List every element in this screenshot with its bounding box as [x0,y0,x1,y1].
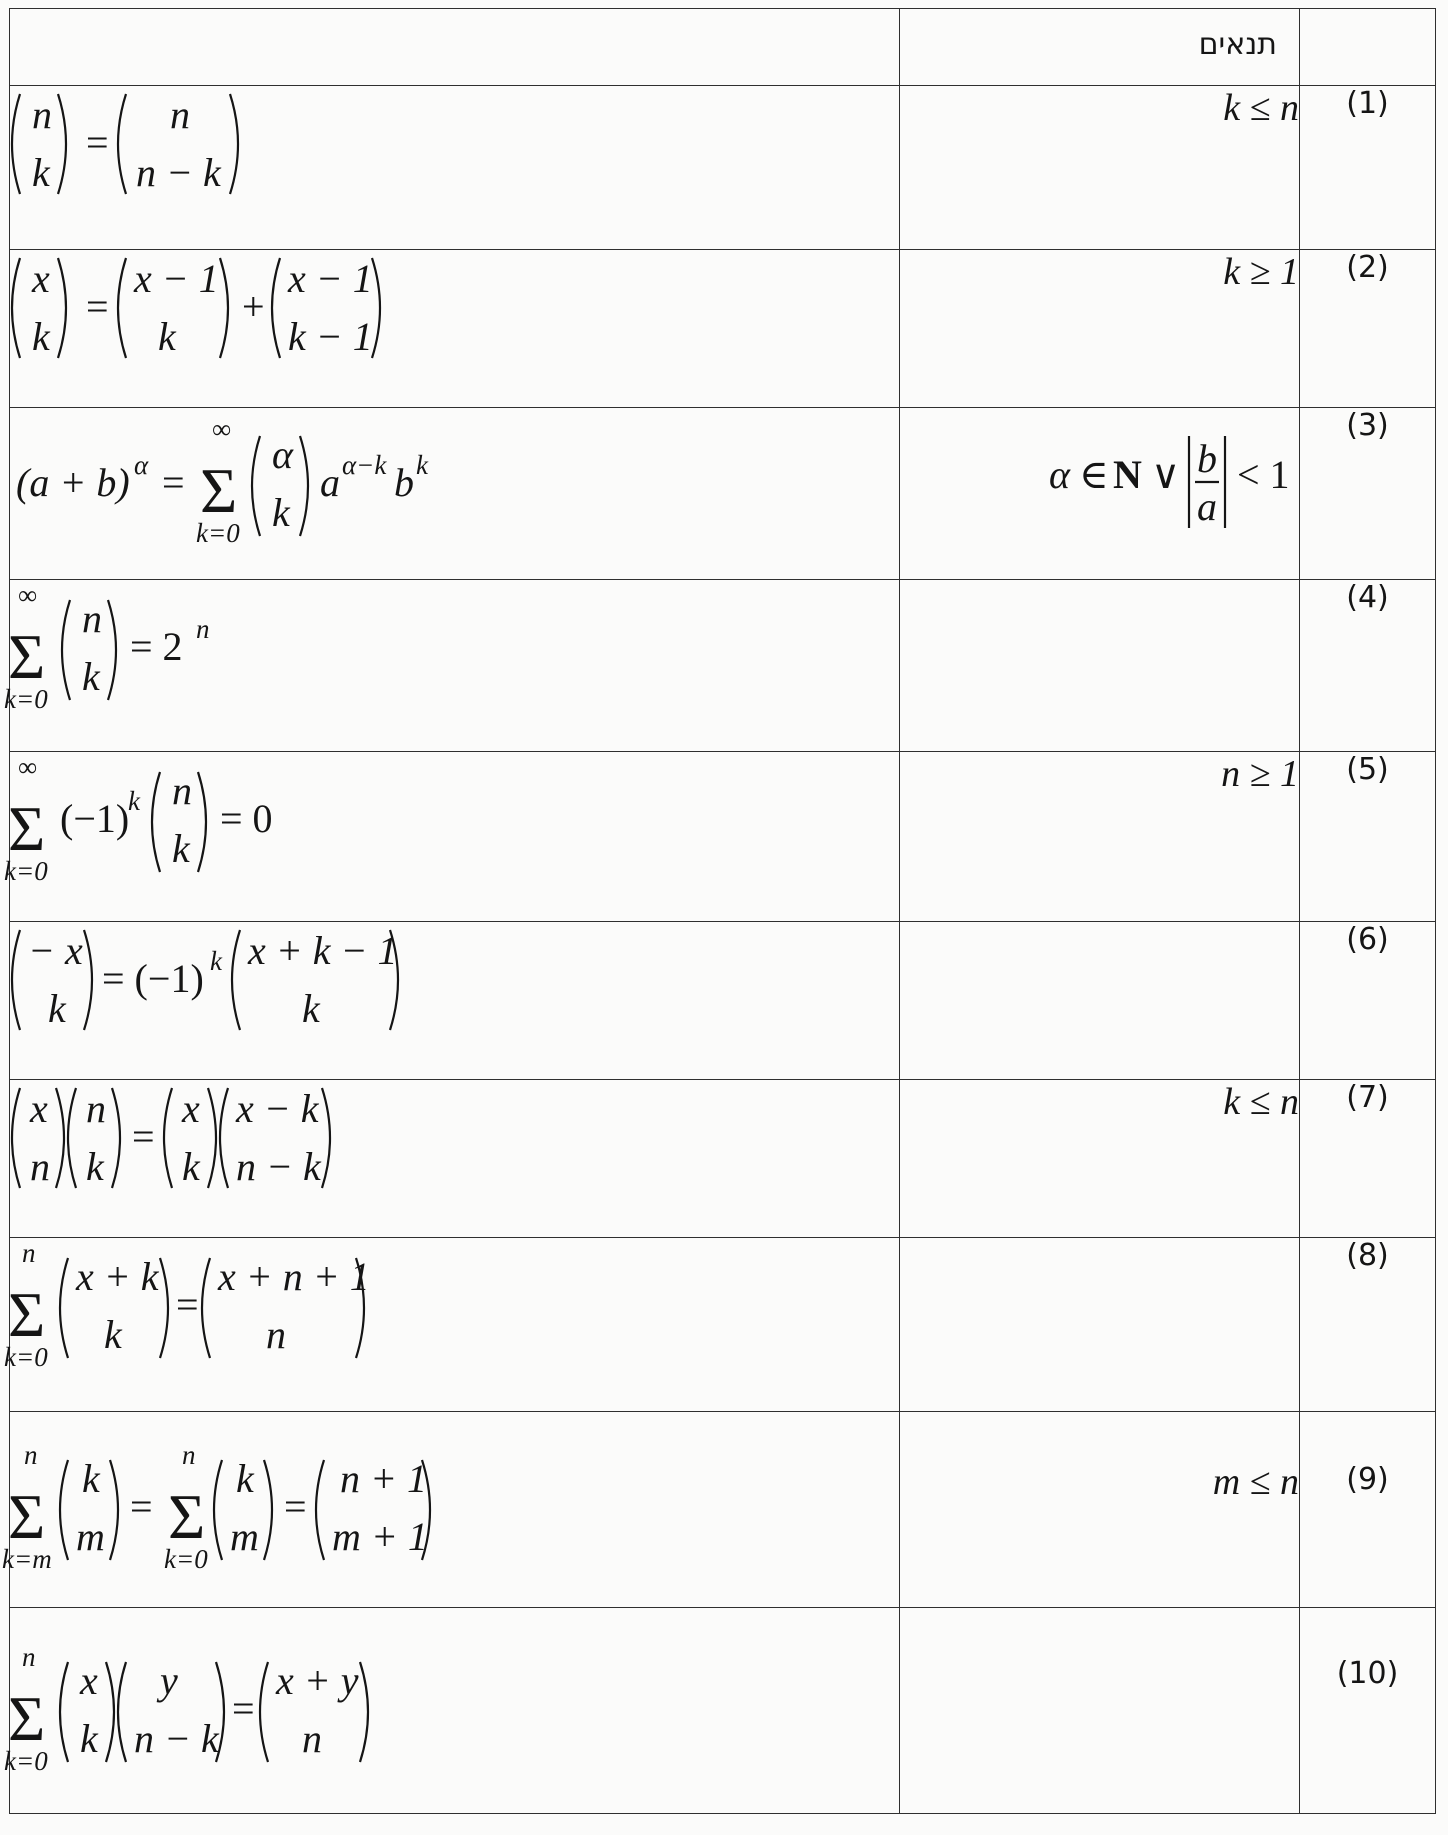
svg-text:k: k [86,1144,104,1189]
condition-text: k ≤ n [1223,1081,1299,1123]
svg-text:y: y [160,1658,178,1703]
svg-text:α: α [1049,452,1070,497]
formula-cell [2,1412,900,1608]
svg-text:k: k [48,986,66,1031]
svg-text:=: = [162,460,185,505]
svg-text:k: k [302,986,320,1031]
formula-cell [4,580,900,752]
condition-cell [900,922,1300,1080]
svg-text:k=0: k=0 [4,856,48,886]
formula-header-cell [10,9,900,86]
svg-text:∞: ∞ [18,752,38,782]
conditions-header: תנאים [900,9,1300,86]
svg-text:Σ: Σ [8,1683,46,1754]
svg-text:k − 1: k − 1 [288,314,373,359]
svg-text:x + k − 1: x + k − 1 [248,928,398,973]
svg-text:b: b [1197,436,1217,481]
svg-text:α: α [134,450,149,480]
svg-text:α−k: α−k [342,450,387,480]
svg-text:=: = [132,1114,155,1159]
svg-text:(−1): (−1) [60,796,130,841]
condition-cell [900,408,1300,580]
table-row [10,86,1436,250]
svg-text:k: k [272,490,290,535]
svg-text:Σ: Σ [200,455,238,526]
table-row [10,250,1436,408]
formula-cell [10,1080,900,1238]
condition-cell [900,580,1300,752]
svg-text:n − k: n − k [236,1144,321,1189]
svg-text:n: n [172,768,192,813]
table-row [10,1238,1436,1412]
identity-number: (8) [1300,1238,1436,1412]
identity-number: (1) [1300,86,1436,250]
svg-text:a: a [320,460,340,505]
svg-text:k=0: k=0 [4,1342,48,1372]
identity-number: (4) [1300,580,1436,752]
table-row [10,580,1436,752]
svg-text:x: x [182,1086,200,1131]
svg-text:+: + [242,284,265,329]
svg-text:=: = [130,1484,153,1529]
svg-text:x − 1: x − 1 [134,256,219,301]
svg-text:x + n + 1: x + n + 1 [218,1254,370,1299]
condition-text: n ≥ 1 [1221,753,1299,795]
number-header-cell [1300,9,1436,86]
table-row [10,752,1436,922]
svg-text:k: k [172,826,190,871]
condition-cell [900,752,1300,922]
svg-text:m + 1: m + 1 [332,1514,428,1559]
svg-text:k=0: k=0 [164,1544,208,1574]
svg-text:Σ: Σ [8,621,46,692]
condition-formula [1039,416,1299,536]
svg-text:k: k [416,450,428,480]
svg-text:= (−1): = (−1) [102,956,204,1001]
table-row [10,408,1436,580]
svg-text:k: k [32,150,50,195]
svg-text:n − k: n − k [136,150,221,195]
svg-text:n: n [266,1312,286,1357]
formula-cell [4,1608,900,1814]
svg-text:k=0: k=0 [196,518,240,548]
svg-text:x + y: x + y [276,1658,359,1703]
condition-cell [900,1238,1300,1412]
identity-formula [4,580,340,720]
formula-cell [10,408,900,580]
svg-text:x: x [32,256,50,301]
identity-formula [4,1642,450,1782]
svg-text:k: k [236,1456,254,1501]
svg-text:n: n [30,1144,50,1189]
condition-cell [900,1412,1300,1608]
identity-number: (3) [1300,408,1436,580]
svg-text:− x: − x [28,928,83,973]
svg-text:n: n [182,1440,196,1470]
condition-cell [900,250,1300,408]
identity-number: (5) [1300,752,1436,922]
svg-text:k: k [182,1144,200,1189]
formula-cell [4,752,900,922]
svg-text:=: = [86,120,109,165]
svg-text:k: k [128,786,140,816]
identity-formula [4,752,340,892]
svg-text:k=0: k=0 [4,684,48,714]
svg-text:m: m [230,1514,259,1559]
formula-cell [10,250,900,408]
svg-text:k: k [104,1312,122,1357]
identity-number: (7) [1300,1080,1436,1238]
svg-text:x: x [80,1658,98,1703]
identity-formula [2,1440,480,1580]
condition-cell [900,1608,1300,1814]
identity-formula [10,250,410,370]
binomial-identities-table [2,8,1436,1814]
svg-text:=: = [232,1686,255,1731]
svg-text:n: n [22,1642,36,1672]
condition-text: k ≥ 1 [1223,251,1299,293]
table-row [10,1608,1436,1814]
svg-text:n: n [22,1238,36,1268]
svg-text:=: = [86,284,109,329]
identity-formula [10,408,530,548]
identity-formula [4,1238,430,1378]
table-row [10,1412,1436,1608]
svg-text:∈: ∈ [1079,452,1109,497]
svg-text:k=m: k=m [2,1544,52,1574]
svg-text:n: n [24,1440,38,1470]
svg-text:x + k: x + k [76,1254,159,1299]
identity-number: (2) [1300,250,1436,408]
svg-text:=: = [284,1484,307,1529]
table-row [10,1080,1436,1238]
svg-text:n: n [196,614,210,644]
svg-text:n + 1: n + 1 [340,1456,427,1501]
svg-text:N: N [1113,452,1142,497]
svg-text:∞: ∞ [18,580,38,610]
svg-text:n: n [170,92,190,137]
svg-text:< 1: < 1 [1237,452,1290,497]
svg-text:Σ: Σ [168,1481,206,1552]
identity-number: (9) [1300,1412,1436,1608]
svg-text:n: n [82,596,102,641]
svg-text:Σ: Σ [8,793,46,864]
svg-text:(a + b): (a + b) [16,460,130,505]
svg-text:α: α [272,432,293,477]
svg-text:Σ: Σ [8,1481,46,1552]
identity-number: (10) [1300,1608,1436,1814]
svg-text:k: k [82,1456,100,1501]
svg-text:=: = [176,1282,199,1327]
svg-text:k: k [158,314,176,359]
condition-cell [900,1080,1300,1238]
formula-cell [10,86,900,250]
svg-text:k: k [82,654,100,699]
table-row [10,922,1436,1080]
identity-formula [10,1080,430,1200]
header-row [10,9,1436,86]
identity-formula [10,922,430,1042]
svg-text:b: b [394,460,414,505]
svg-text:k: k [210,946,222,976]
svg-text:n − k: n − k [134,1716,219,1761]
svg-text:k: k [80,1716,98,1761]
svg-text:k: k [32,314,50,359]
svg-text:n: n [86,1086,106,1131]
svg-text:n: n [302,1716,322,1761]
svg-text:∨: ∨ [1151,452,1181,497]
svg-text:n: n [32,92,52,137]
svg-text:∞: ∞ [212,414,232,444]
svg-text:x − 1: x − 1 [288,256,373,301]
formula-cell [4,1238,900,1412]
identity-formula [10,86,340,206]
svg-text:Σ: Σ [8,1279,46,1350]
condition-text: k ≤ n [1223,87,1299,129]
condition-text: m ≤ n [1212,1461,1299,1503]
svg-text:x − k: x − k [236,1086,319,1131]
svg-text:k=0: k=0 [4,1746,48,1776]
identity-number: (6) [1300,922,1436,1080]
svg-text:m: m [76,1514,105,1559]
condition-cell [900,86,1300,250]
svg-text:a: a [1197,484,1217,529]
svg-text:= 0: = 0 [220,796,273,841]
formula-cell [10,922,900,1080]
svg-text:= 2: = 2 [130,624,183,669]
svg-text:x: x [30,1086,48,1131]
